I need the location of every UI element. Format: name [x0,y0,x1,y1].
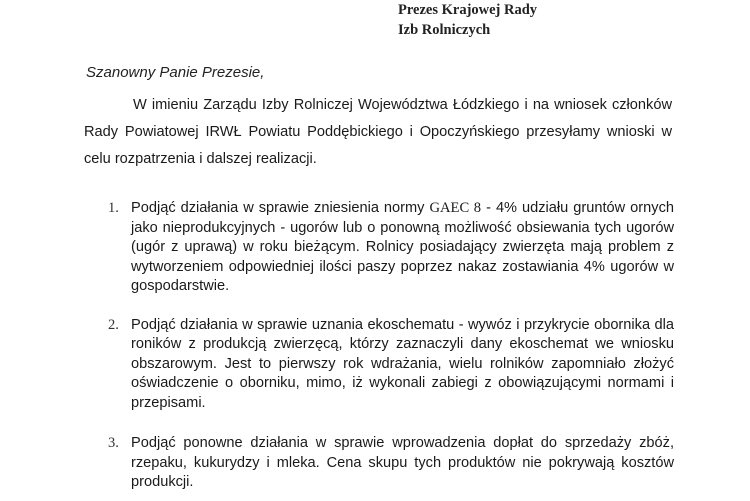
salutation: Szanowny Panie Prezesie, [86,64,265,81]
list-item [108,434,674,493]
list-item-number: 2. [108,316,119,333]
list-item [108,199,674,297]
request-list [108,199,674,493]
recipient-block [398,0,537,40]
list-item-text: Podjąć działania w sprawie zniesienia normy GAEC 8 - 4% udziału gruntów ornych jako nieprodukcyjnych - ugorów lub o ponowną możliwość obsiewania tych ugorów (ugór z uprawą) w roku bieżącym. Rolnicy posiadający zwierzęta mają problem z wytworzeniem odpowiedniej ilości paszy poprzez nakaz zostawiania 4% ugorów w gospodarstwie. [131,200,674,294]
list-item-number: 3. [108,435,119,451]
list-item-text: Podjąć ponowne działania w sprawie wprowadzenia dopłat do sprzedaży zbóż, rzepaku, kukurydzy i mleka. Cena skupu tych produktów nie pokrywają kosztów produkcji. [131,435,674,490]
list-item-number: 1. [108,200,119,216]
intro-paragraph: W imieniu Zarządu Izby Rolniczej Województwa Łódzkiego i na wniosek członków Rady Powiatowej IRWŁ Powiatu Poddębickiego i Opoczyńskiego przesyłamy wnioski w celu rozpatrzenia i dalszej realizacji. [84,97,672,167]
list-item-text: Podjąć działania w sprawie uznania ekoschematu - wywóz i przykrycie obornika dla roników z produkcją zwierzęcą, którzy zaznaczyli dany ekoschemat we wniosku obszarowym. Jest to pierwszy rok wdrażania, wielu rolników zapomniało złożyć oświadczenie o oborniku, mimo, iż wykonali zabiegi z obowiązującymi normami i przepisami. [131,316,674,411]
recipient-line-1: Prezes Krajowej Rady [398,2,538,18]
list-item [108,316,674,414]
regulation-code: GAEC 8 [429,200,482,216]
recipient-line-2: Izb Rolniczych [398,22,491,38]
